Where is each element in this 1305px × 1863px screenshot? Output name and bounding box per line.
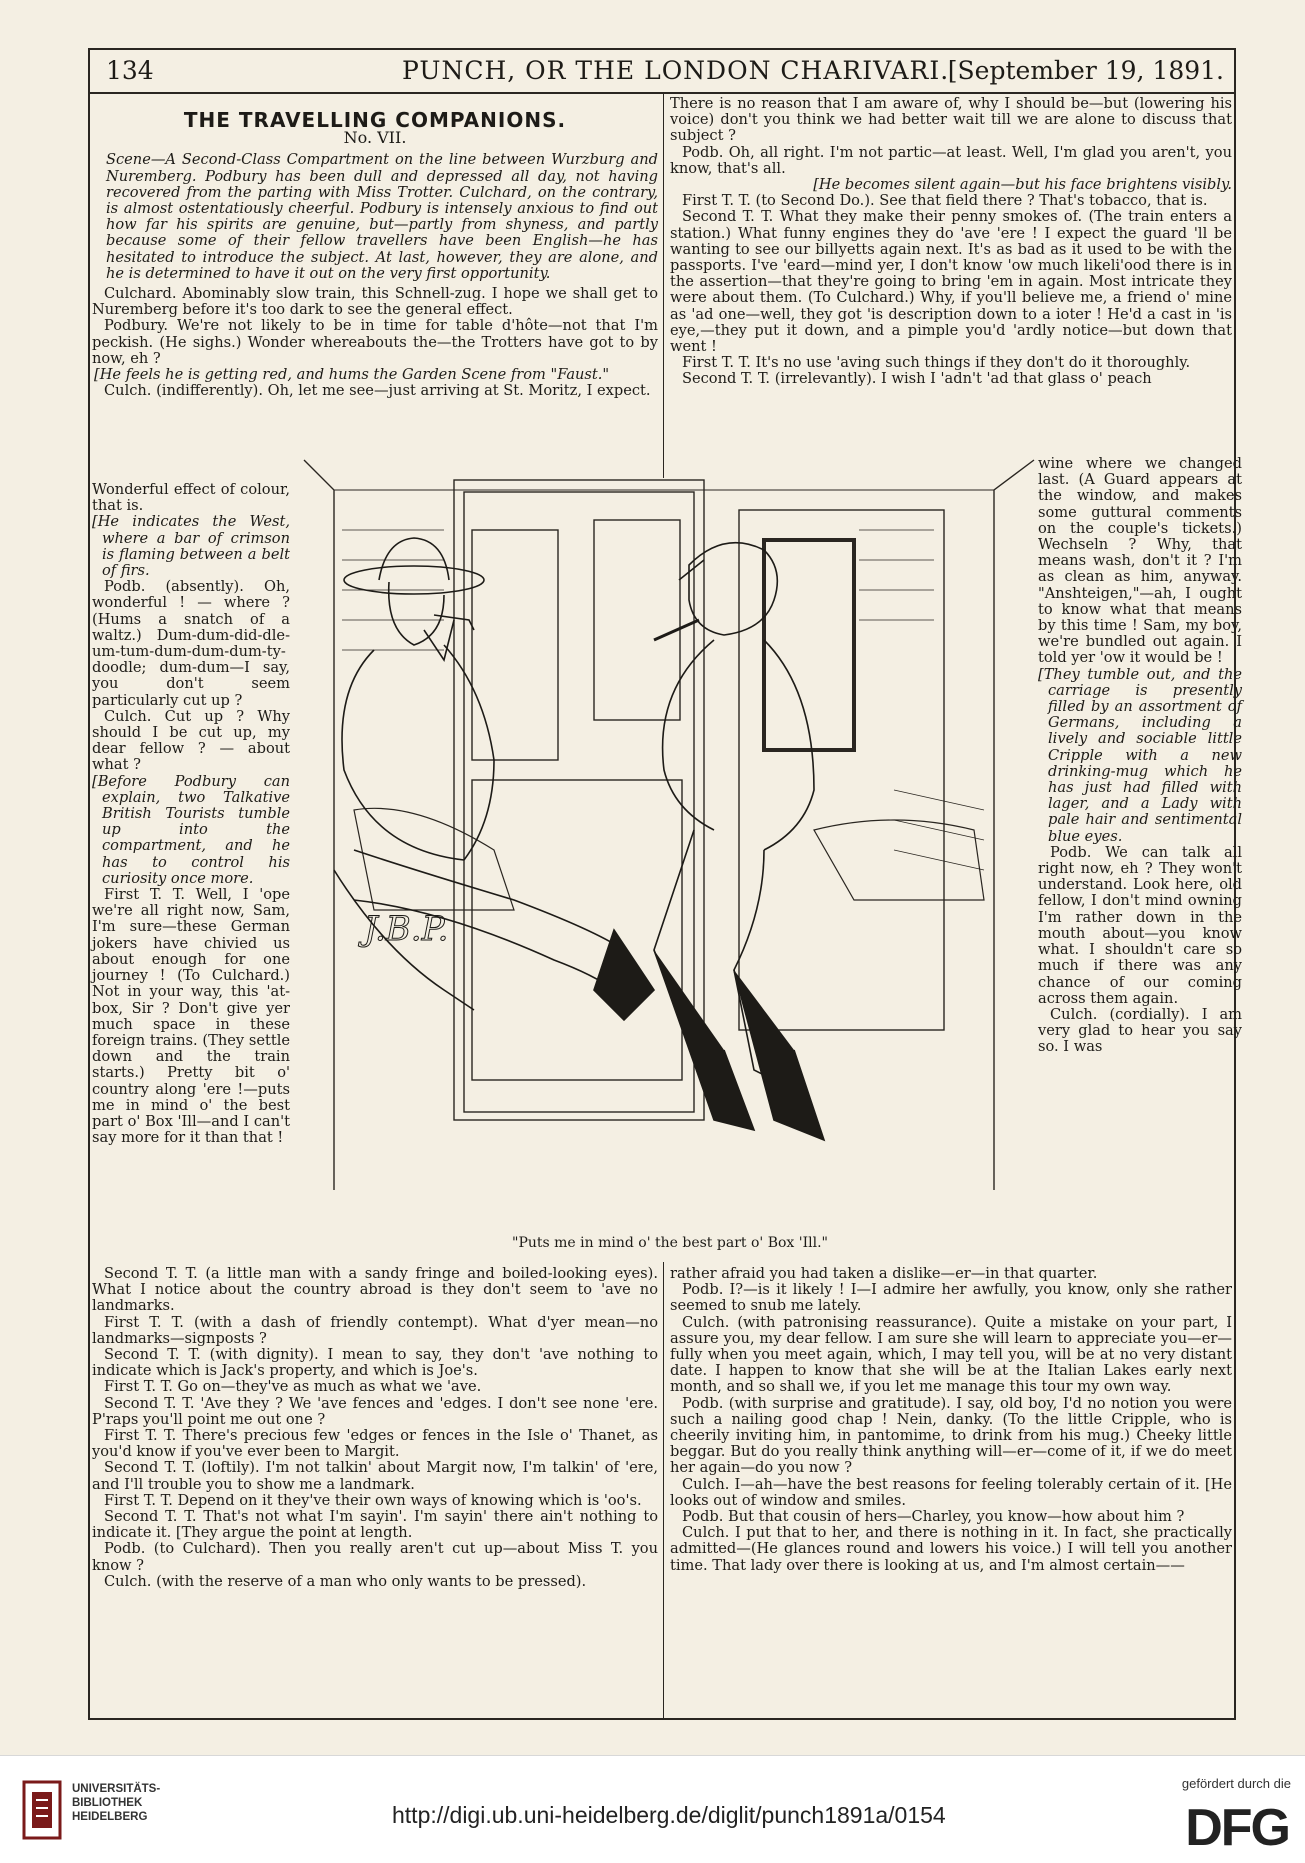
right-column-top — [670, 96, 1232, 388]
dialogue-paragraph: First T. T. There's precious few 'edges or fences in the Isle o' Thanet, as you'd know if you've ever been to Margit. — [92, 1427, 658, 1461]
dialogue-paragraph: Podb. Oh, all right. I'm not partic—at least. Well, I'm glad you aren't, you know, that's all. — [670, 143, 1232, 177]
stage-direction: [They tumble out, and the carriage is presently filled by an assortment of Germans, including a lively and sociable little Cripple with a new drinking-mug which he has just had filled with lager, and a Lady with pale hair and sentimental blue eyes. — [1038, 665, 1242, 845]
dialogue-paragraph: First T. T. It's no use 'aving such things if they don't do it thoroughly. — [682, 354, 1191, 372]
institution-line: HEIDELBERG — [72, 1811, 148, 1823]
cartoon-illustration — [294, 430, 1044, 1230]
stage-direction: [He indicates the West, where a bar of crimson is flaming between a belt of firs. — [92, 513, 290, 580]
publication-title: PUNCH, OR THE LONDON CHARIVARI. — [402, 56, 950, 85]
left-column-bottom — [92, 1266, 658, 1590]
dialogue-paragraph: rather afraid you had taken a dislike—er—in that quarter. — [670, 1265, 1098, 1282]
frame-bottom-rule — [88, 1718, 1236, 1720]
right-wrap-column — [1038, 456, 1242, 1056]
column-divider-bottom — [663, 1262, 664, 1718]
dialogue-paragraph: First T. T. (to Second Do.). See that field there ? That's tobacco, that is. — [682, 192, 1208, 210]
source-url-link[interactable]: http://digi.ub.uni-heidelberg.de/diglit/punch1891a/0154 — [392, 1802, 946, 1828]
column-divider-top — [663, 94, 664, 478]
funder-logo: DFG — [1185, 1799, 1289, 1857]
artist-signature: J.B.P. — [364, 909, 449, 949]
article-number: No. VII. — [343, 128, 407, 148]
article-title: THE TRAVELLING COMPANIONS. — [183, 108, 567, 132]
dialogue-paragraph: Culch. (indifferently). Oh, let me see—just arriving at St. Moritz, I expect. — [104, 382, 651, 400]
page-number: 134 — [106, 56, 154, 85]
funded-by-text: gefördert durch die — [1181, 1776, 1291, 1791]
dialogue-paragraph: Culch. I put that to her, and there is nothing in it. In fact, she practically admitted—(He glances round and lowers his voice.) I will tell you another time. That lady over there is looking at us, and I'm almost certain—— — [670, 1524, 1232, 1574]
left-column-top — [92, 96, 658, 399]
dialogue-paragraph: Culch. (cordially). I am very glad to hear you say so. I was — [1038, 1005, 1242, 1056]
scene-paragraph: Scene—A Second-Class Compartment on the line between Wurzburg and Nuremberg. Podbury has been dull and depressed all day, not having recovered from the parting with Miss Trotter. Culchard, on the contrary, is almost ostentatiously cheerful. Podbury is intensely anxious to find out how far his spirits are genuine, but—partly from shyness, and partly because some of their fellow travellers have been English—he has hesitated to introduce the subject. At last, however, they are alone, and he is determined to have it out on the very first opportunity. — [106, 151, 658, 282]
dialogue-paragraph: Culch. (with patronising reassurance). Quite a mistake on your part, I assure you, my dear fellow. I am sure she will learn to appreciate you—er—fully when you meet again, which, I may tell you, will be at no very distant date. I happen to know that she will be at the Italian Lakes early next month, and so shall we, if you let me manage this tour my own way. — [670, 1313, 1232, 1396]
dialogue-paragraph: Second T. T. That's not what I'm sayin'. I'm sayin' there ain't nothing to indicate it. [They argue the point at length. — [92, 1508, 658, 1542]
institution-line: UNIVERSITÄTS- — [72, 1783, 161, 1795]
stage-direction: [Before Podbury can explain, two Talkative British Tourists tumble up into the compartment, and he has to control his curiosity once more. — [92, 772, 290, 887]
dialogue-paragraph: First T. T. Depend on it they've their own ways of knowing which is 'oo's. — [104, 1491, 642, 1509]
dialogue-paragraph: First T. T. Go on—they've as much as what we 'ave. — [104, 1378, 482, 1396]
page-header — [92, 52, 1232, 92]
dialogue-paragraph: Second T. T. What they make their penny smokes of. (The train enters a station.) What funny engines they do 'ave 'ere ! I expect the guard 'll be wanting to see our billyetts again next. It's as bad as it used to be with the passports. I've 'eard—mind yer, I don't know 'ow much likeli'ood there is in the assertion—that they're going to bring 'em in again. Most intricate they were about them. (To Culchard.) Why, if you'll believe me, a friend o' mine as 'ad one—well, they got 'is description down to a ioter ! He'd a cast in 'is eye,—they put it down, and a pimple you'd 'ardly notice—but down that went ! — [670, 208, 1232, 356]
dialogue-paragraph: Second T. T. 'Ave they ? We 'ave fences and 'edges. I don't see none 'ere. P'raps you'll point me out one ? — [92, 1394, 658, 1428]
frame-left-rule — [88, 48, 90, 1720]
right-column-bottom — [670, 1266, 1232, 1574]
stage-direction: [He feels he is getting red, and hums the Garden Scene from "Faust." — [94, 366, 610, 384]
dialogue-paragraph: Podb. But that cousin of hers—Charley, you know—how about him ? — [682, 1508, 1185, 1526]
dialogue-paragraph: Podb. (to Culchard). Then you really aren't cut up—about Miss T. you know ? — [92, 1540, 658, 1574]
frame-top-rule — [88, 48, 1236, 50]
issue-date: [September 19, 1891. — [947, 56, 1224, 85]
institution-line: BIBLIOTHEK — [72, 1797, 143, 1809]
institution-name — [72, 1782, 160, 1824]
illustration-caption: "Puts me in mind o' the best part o' Box 'Ill." — [512, 1235, 828, 1251]
university-seal-icon — [22, 1780, 62, 1840]
dialogue-paragraph: Culch. I—ah—have the best reasons for feeling tolerably certain of it. [He looks out of window and smiles. — [670, 1475, 1232, 1509]
dialogue-paragraph: Podb. We can talk all right now, eh ? They won't understand. Look here, old fellow, I don't mind owning I'm rather down in the mouth about—you know what. I shouldn't care so much if there was any chance of our coming across them again. — [1038, 843, 1242, 1007]
stage-direction: [He becomes silent again—but his face brightens visibly. — [813, 176, 1232, 194]
dialogue-paragraph: Culch. (with the reserve of a man who only wants to be pressed). — [104, 1572, 587, 1590]
dialogue-paragraph: Podb. (with surprise and gratitude). I say, old boy, I'd no notion you were such a nailing good chap ! Nein, danky. (To the little Cripple, who is cheerily inviting him, in pantomime, to drink from his mug.) Cheeky little beggar. But do you really think anything will—er—come of it, if we do meet her again—do you now ? — [670, 1394, 1232, 1477]
dialogue-paragraph: Second T. T. (loftily). I'm not talkin' about Margit now, I'm talkin' of 'ere, and I'll trouble you to show me a landmark. — [92, 1459, 658, 1493]
dialogue-paragraph: There is no reason that I am aware of, why I should be—but (lowering his voice) don't you think we had better wait till we are alone to discuss that subject ? — [670, 95, 1232, 145]
left-wrap-column — [92, 482, 290, 1146]
dialogue-paragraph: wine where we changed last. (A Guard appears at the window, and makes some guttural comments on the couple's tickets.) Wechseln ? Why, that means wash, don't it ? I'm as clean as him, anyway. "Anshteigen,"—ah, I ought to know what that means by this time ! Sam, my boy, we're bundled out again. I told yer 'ow it would be ! — [1038, 455, 1242, 667]
dialogue-paragraph: Podbury. We're not likely to be in time for table d'hôte—not that I'm peckish. (He sighs.) Wonder whereabouts the—the Trotters have got to by now, eh ? — [92, 317, 658, 367]
dialogue-paragraph: Second T. T. (a little man with a sandy fringe and boiled-looking eyes). What I notice about the country abroad is they don't seem to 'ave no landmarks. — [92, 1265, 658, 1315]
dialogue-paragraph: Wonderful effect of colour, that is. — [92, 481, 290, 515]
dialogue-paragraph: Podb. I?—is it likely ! I—I admire her awfully, you know, only she rather seemed to snub me lately. — [670, 1281, 1232, 1315]
header-rule — [88, 92, 1236, 94]
dialogue-paragraph: Culchard. Abominably slow train, this Schnell-zug. I hope we shall get to Nuremberg before it's too dark to see the general effect. — [92, 285, 658, 319]
dialogue-paragraph: Culch. Cut up ? Why should I be cut up, my dear fellow ? — about what ? — [92, 707, 290, 774]
dialogue-paragraph: Podb. (absently). Oh, wonderful ! — where ? (Hums a snatch of a waltz.) Dum-dum-did-dle-um-tum-dum-dum-dum-ty-doodle; dum-dum—I say, you don't seem particularly cut up ? — [92, 578, 290, 709]
dialogue-paragraph: Second T. T. (with dignity). I mean to say, they don't 'ave nothing to indicate which is Jack's property, and which is Joe's. — [92, 1346, 658, 1380]
dialogue-paragraph: Second T. T. (irrelevantly). I wish I 'adn't 'ad that glass o' peach — [682, 370, 1152, 388]
digitization-footer — [0, 1755, 1305, 1863]
dialogue-paragraph: First T. T. Well, I 'ope we're all right now, Sam, I'm sure—these German jokers have chivied us about enough for one journey ! (To Culchard.) Not in your way, this 'at-box, Sir ? Don't give yer much space in these foreign trains. (They settle down and the train starts.) Pretty bit o' country along 'ere !—puts me in mind o' the best part o' Box 'Ill—and I can't say more for it than that ! — [92, 886, 290, 1147]
dialogue-paragraph: First T. T. (with a dash of friendly contempt). What d'yer mean—no landmarks—signposts ? — [92, 1313, 658, 1347]
